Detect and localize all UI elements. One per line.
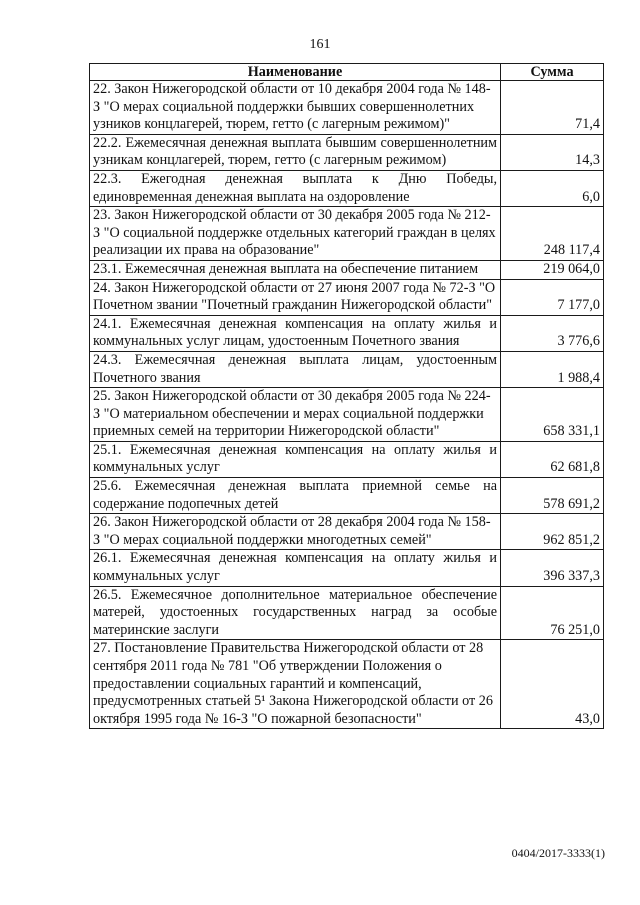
row-sum: 578 691,2 — [501, 478, 604, 514]
row-name: 25.6. Ежемесячная денежная выплата приемной семье на содержание подопечных детей — [90, 478, 501, 514]
table-row — [90, 351, 604, 387]
row-name: 26. Закон Нижегородской области от 28 декабря 2004 года № 158-З "О мерах социальной поддержки многодетных семей" — [90, 514, 501, 550]
table-header-row — [90, 64, 604, 81]
row-sum: 219 064,0 — [501, 260, 604, 279]
row-sum: 962 851,2 — [501, 514, 604, 550]
row-name: 26.5. Ежемесячное дополнительное материальное обеспечение матерей, удостоенных государственных наград за особые материнские заслуги — [90, 586, 501, 640]
table-row — [90, 134, 604, 170]
row-sum: 6,0 — [501, 170, 604, 206]
header-sum: Сумма — [501, 64, 604, 81]
row-name: 22. Закон Нижегородской области от 10 декабря 2004 года № 148-З "О мерах социальной поддержки бывших совершеннолетних узников концлагерей, тюрем, гетто (с лагерным режимом)" — [90, 81, 501, 135]
table-row — [90, 441, 604, 477]
row-name: 25. Закон Нижегородской области от 30 декабря 2005 года № 224-З "О материальном обеспечении и мерах социальной поддержки приемных семей на территории Нижегородской области" — [90, 388, 501, 442]
row-sum: 396 337,3 — [501, 550, 604, 586]
budget-table — [89, 63, 604, 729]
row-sum: 3 776,6 — [501, 315, 604, 351]
row-name: 22.3. Ежегодная денежная выплата к Дню Победы, единовременная денежная выплата на оздоровление — [90, 170, 501, 206]
header-name: Наименование — [90, 64, 501, 81]
table-row — [90, 514, 604, 550]
row-name: 24. Закон Нижегородской области от 27 июня 2007 года № 72-З "О Почетном звании "Почетный гражданин Нижегородской области" — [90, 279, 501, 315]
row-name: 24.3. Ежемесячная денежная выплата лицам, удостоенным Почетного звания — [90, 351, 501, 387]
row-name: 24.1. Ежемесячная денежная компенсация на оплату жилья и коммунальных услуг лицам, удостоенным Почетного звания — [90, 315, 501, 351]
row-sum: 7 177,0 — [501, 279, 604, 315]
row-name: 27. Постановление Правительства Нижегородской области от 28 сентября 2011 года № 781 "Об утверждении Положения о предоставлении социальных гарантий и компенсаций, предусмотренных статьей 5¹ Закона Нижегородской области от 26 октября 1995 года № 16-З "О пожарной безопасности" — [90, 640, 501, 729]
table-row — [90, 550, 604, 586]
table-row — [90, 640, 604, 729]
row-sum: 14,3 — [501, 134, 604, 170]
row-sum: 658 331,1 — [501, 388, 604, 442]
row-name: 23.1. Ежемесячная денежная выплата на обеспечение питанием — [90, 260, 501, 279]
table-row — [90, 586, 604, 640]
table-row — [90, 315, 604, 351]
row-name: 26.1. Ежемесячная денежная компенсация на оплату жилья и коммунальных услуг — [90, 550, 501, 586]
table-row — [90, 81, 604, 135]
table-row — [90, 207, 604, 261]
row-sum: 76 251,0 — [501, 586, 604, 640]
row-sum: 71,4 — [501, 81, 604, 135]
table-row — [90, 170, 604, 206]
row-sum: 248 117,4 — [501, 207, 604, 261]
table-row — [90, 478, 604, 514]
row-sum: 1 988,4 — [501, 351, 604, 387]
page-number: 161 — [309, 37, 331, 52]
row-name: 22.2. Ежемесячная денежная выплата бывшим совершеннолетним узникам концлагерей, тюрем, гетто (с лагерным режимом) — [90, 134, 501, 170]
table-row — [90, 279, 604, 315]
document-code: 0404/2017-3333(1) — [511, 846, 605, 860]
table-row — [90, 388, 604, 442]
row-name: 25.1. Ежемесячная денежная компенсация на оплату жилья и коммунальных услуг — [90, 441, 501, 477]
row-sum: 62 681,8 — [501, 441, 604, 477]
row-name: 23. Закон Нижегородской области от 30 декабря 2005 года № 212-З "О социальной поддержке отдельных категорий граждан в целях реализации их права на образование" — [90, 207, 501, 261]
table-row — [90, 260, 604, 279]
row-sum: 43,0 — [501, 640, 604, 729]
